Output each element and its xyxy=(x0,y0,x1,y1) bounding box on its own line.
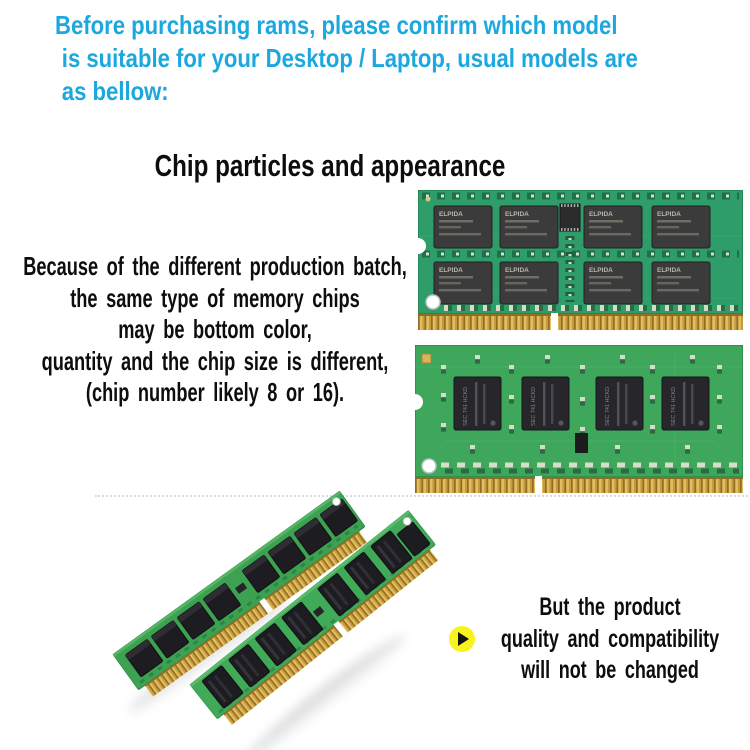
intro-line-1: Before purchasing rams, please confirm which model xyxy=(55,10,618,40)
bottom-note-line-3: will not be changed xyxy=(521,656,699,684)
intro-note xyxy=(55,9,638,108)
chip-brand-text: ELPIDA xyxy=(657,211,681,218)
section-title: Chip particles and appearance xyxy=(154,148,506,183)
small-ic-chip xyxy=(575,433,588,453)
chip-brand-text: ELPIDA xyxy=(439,211,463,218)
bottom-note xyxy=(430,592,750,687)
left-note-line-5: (chip number likely 8 or 16). xyxy=(85,377,345,408)
intro-line-3: as bellow: xyxy=(61,76,169,106)
left-note xyxy=(0,251,439,409)
chip-marking-text: SEC 741 HCKD xyxy=(605,386,611,426)
pin-notch xyxy=(551,313,558,330)
memory-chip xyxy=(596,377,643,430)
bottom-note-line-1: But the product xyxy=(539,593,681,621)
dotted-separator xyxy=(95,495,748,497)
bottom-note-line-2: quality and compatibility xyxy=(500,624,720,653)
chip-marking-text: SEC 741 HCKD xyxy=(531,386,537,426)
left-note-line-1: Because of the different production batch, xyxy=(23,251,407,281)
memory-chip xyxy=(662,377,709,430)
chip-brand-text: ELPIDA xyxy=(589,267,613,274)
pin-notch xyxy=(535,476,542,493)
memory-chip xyxy=(652,262,710,304)
chip-brand-text: ELPIDA xyxy=(505,267,529,274)
left-note-line-4: quantity and the chip size is different, xyxy=(41,345,389,376)
intro-line-2: is suitable for your Desktop / Laptop, usual models are xyxy=(61,43,638,73)
left-note-line-3: may be bottom color, xyxy=(118,314,312,345)
memory-chip xyxy=(584,262,642,304)
memory-chip xyxy=(434,206,492,248)
chip-marking-text: SEC 741 HCKD xyxy=(671,386,677,426)
memory-chip xyxy=(652,206,710,248)
center-mini-chip xyxy=(560,204,580,231)
memory-chip xyxy=(434,262,492,304)
sodimm-module-elpida xyxy=(418,190,743,330)
mounting-hole xyxy=(422,459,436,473)
memory-chip xyxy=(500,262,558,304)
left-note-line-2: the same type of memory chips xyxy=(70,282,360,313)
memory-chip xyxy=(522,377,569,430)
memory-chip xyxy=(500,206,558,248)
chip-brand-text: ELPIDA xyxy=(439,267,463,274)
gold-pins xyxy=(418,313,743,330)
memory-chip xyxy=(454,377,501,430)
memory-chip xyxy=(584,206,642,248)
chip-brand-text: ELPIDA xyxy=(505,211,529,218)
fiducial-dot xyxy=(426,197,431,202)
gold-pins xyxy=(415,476,743,493)
chip-marking-text: SEC 741 HCKD xyxy=(463,386,469,426)
mounting-hole xyxy=(426,295,440,309)
gold-pad xyxy=(422,354,431,363)
chip-brand-text: ELPIDA xyxy=(657,267,681,274)
sodimm-module-samsung xyxy=(415,345,743,493)
chip-brand-text: ELPIDA xyxy=(589,211,613,218)
